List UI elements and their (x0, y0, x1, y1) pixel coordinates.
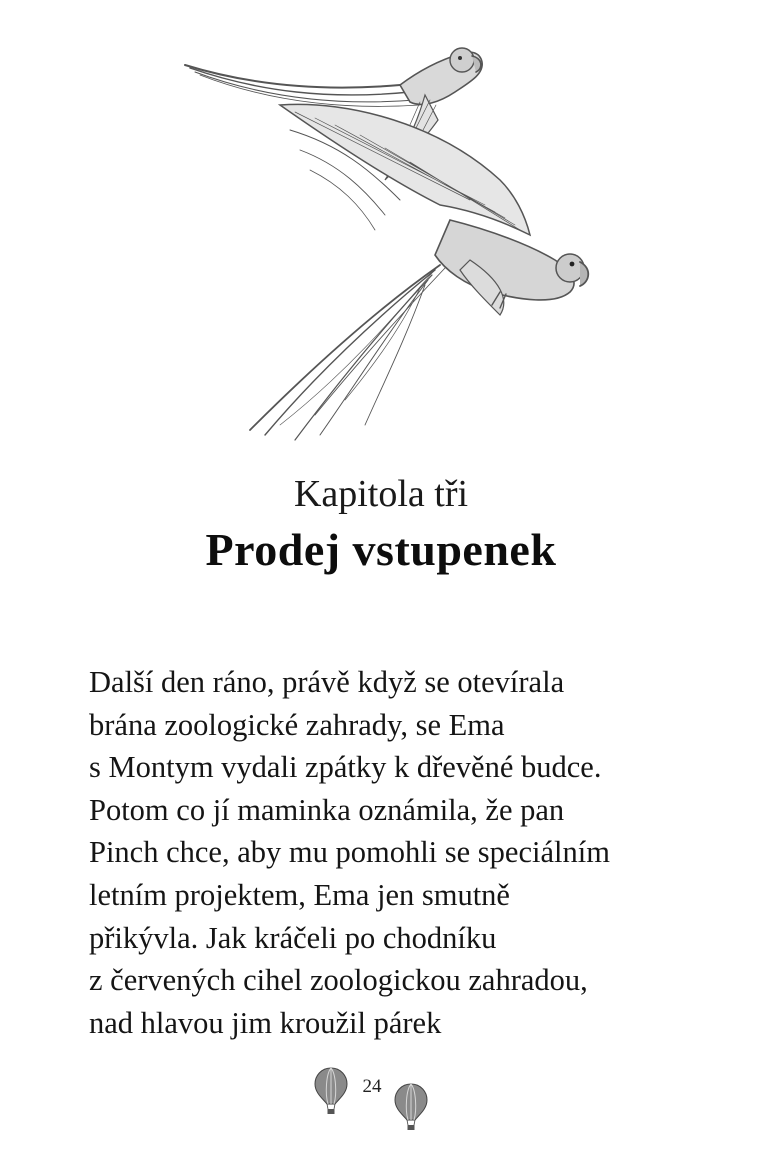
parrots-illustration (170, 30, 600, 450)
text-line: s Montym vydali zpátky k dřevěné budce. (89, 750, 602, 785)
text-line: Potom co jí maminka oznámila, že pan (89, 792, 565, 827)
text-line: Pinch chce, aby mu pomohli se speciálním (89, 835, 610, 870)
chapter-title: Prodej vstupenek (205, 524, 557, 575)
text-line: z červených cihel zoologickou zahradou, (89, 963, 588, 998)
hot-air-balloon-icon (313, 1066, 349, 1116)
chapter-label: Kapitola tři (293, 473, 469, 515)
text-line: Další den ráno, právě když se otevírala (89, 665, 565, 699)
page-footer (0, 1064, 762, 1134)
text-line: letním projektem, Ema jen smutně (89, 877, 510, 912)
text-line: přikývla. Jak kráčeli po chodníku (89, 920, 497, 955)
page-number: 24 (362, 1076, 382, 1097)
body-paragraph (89, 661, 689, 1044)
text-line: nad hlavou jim kroužil párek (89, 1005, 442, 1040)
hot-air-balloon-icon (393, 1082, 429, 1132)
text-line: brána zoologické zahrady, se Ema (89, 707, 505, 742)
